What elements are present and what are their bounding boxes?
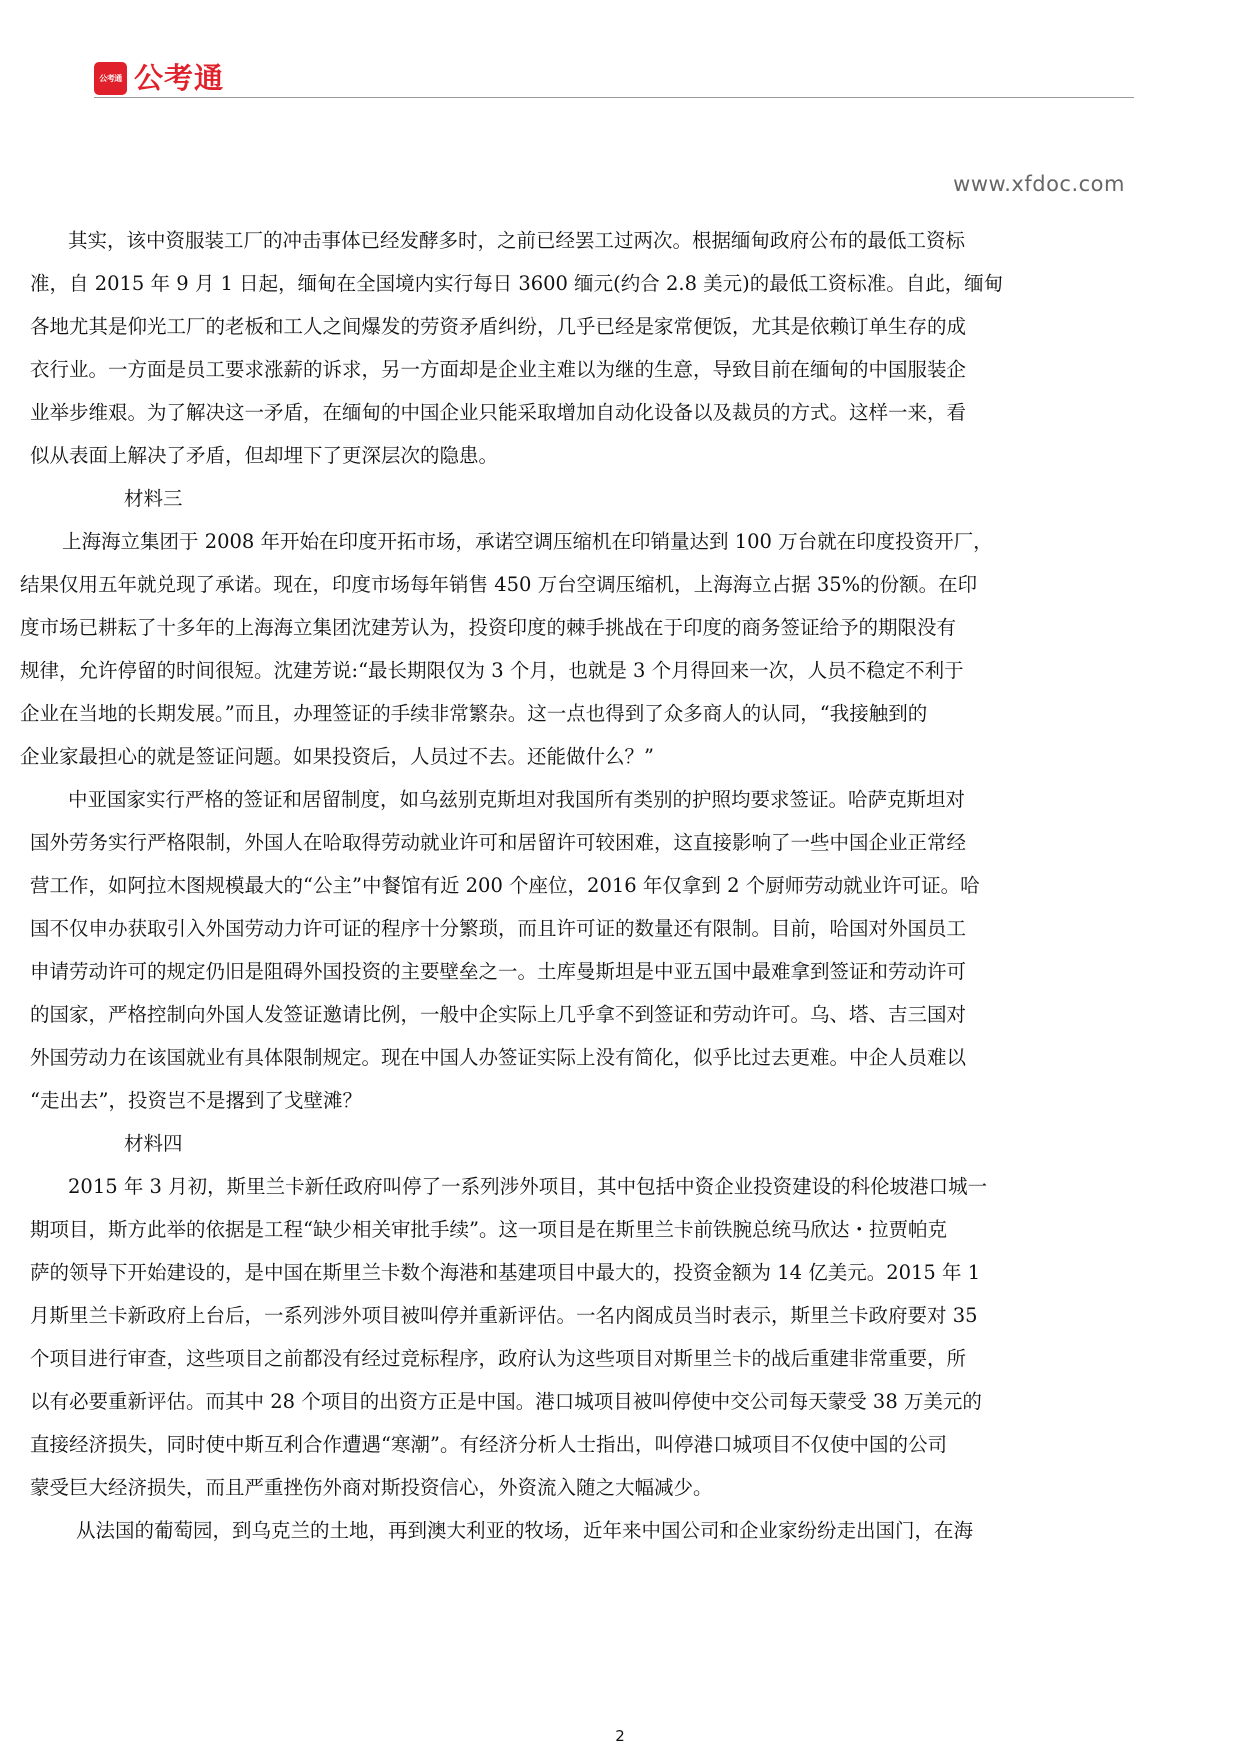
text-line: 2015 年 3 月初，斯里兰卡新任政府叫停了一系列涉外项目，其中包括中资企业投资建设的科伦坡港口城一 — [68, 1175, 988, 1198]
page-number: 2 — [615, 1727, 625, 1745]
text-line: 个项目进行审查，这些项目之前都没有经过竞标程序，政府认为这些项目对斯里兰卡的战后重建非常重要，所 — [30, 1347, 967, 1370]
text-line: 萨的领导下开始建设的，是中国在斯里兰卡数个海港和基建项目中最大的，投资金额为 14 亿美元。2015 年 1 — [30, 1261, 981, 1284]
section-heading: 材料三 — [124, 487, 183, 510]
text-line: 规律，允许停留的时间很短。沈建芳说:“最长期限仅为 3 个月，也就是 3 个月得回来一次，人员不稳定不利于 — [20, 659, 964, 682]
text-line: 从法国的葡萄园，到乌克兰的土地，再到澳大利亚的牧场，近年来中国公司和企业家纷纷走出国门，在海 — [76, 1519, 974, 1542]
text-line: 月斯里兰卡新政府上台后，一系列涉外项目被叫停并重新评估。一名内阁成员当时表示，斯里兰卡政府要对 35 — [30, 1304, 978, 1327]
text-line: 企业家最担心的就是签证问题。如果投资后，人员过不去。还能做什么？” — [20, 745, 654, 768]
text-line: 似从表面上解决了矛盾，但却埋下了更深层次的隐患。 — [30, 444, 499, 467]
text-line: 各地尤其是仰光工厂的老板和工人之间爆发的劳资矛盾纠纷，几乎已经是家常便饭，尤其是依赖订单生存的成 — [30, 315, 967, 338]
text-line: 度市场已耕耘了十多年的上海海立集团沈建芳认为，投资印度的棘手挑战在于印度的商务签证给予的期限没有 — [20, 616, 957, 639]
text-line: 国外劳务实行严格限制，外国人在哈取得劳动就业许可和居留许可较困难，这直接影响了一些中国企业正常经 — [30, 831, 967, 854]
text-line: 申请劳动许可的规定仍旧是阻碍外国投资的主要壁垒之一。土库曼斯坦是中亚五国中最难拿到签证和劳动许可 — [30, 960, 967, 983]
text-line: 直接经济损失，同时使中斯互利合作遭遇“寒潮”。有经济分析人士指出，叫停港口城项目不仅使中国的公司 — [30, 1433, 947, 1456]
text-line: 中亚国家实行严格的签证和居留制度，如乌兹别克斯坦对我国所有类别的护照均要求签证。哈萨克斯坦对 — [68, 788, 966, 811]
logo-badge — [94, 62, 127, 95]
text-line: 准，自 2015 年 9 月 1 日起，缅甸在全国境内实行每日 3600 缅元(约合 2.8 美元)的最低工资标准。自此，缅甸 — [30, 272, 1004, 295]
text-line: 期项目，斯方此举的依据是工程“缺少相关审批手续”。这一项目是在斯里兰卡前铁腕总统马欣达・拉贾帕克 — [30, 1218, 947, 1241]
section-heading: 材料四 — [124, 1132, 183, 1155]
text-line: 国不仅申办获取引入外国劳动力许可证的程序十分繁琐，而且许可证的数量还有限制。目前，哈国对外国员工 — [30, 917, 967, 940]
header-divider — [94, 97, 1134, 98]
text-line: 外国劳动力在该国就业有具体限制规定。现在中国人办签证实际上没有简化，似乎比过去更难。中企人员难以 — [30, 1046, 967, 1069]
text-line: 营工作，如阿拉木图规模最大的“公主”中餐馆有近 200 个座位，2016 年仅拿到 2 个厨师劳动就业许可证。哈 — [30, 874, 980, 897]
text-line: 蒙受巨大经济损失，而且严重挫伤外商对斯投资信心，外资流入随之大幅减少。 — [30, 1476, 713, 1499]
text-line: 业举步维艰。为了解决这一矛盾，在缅甸的中国企业只能采取增加自动化设备以及裁员的方式。这样一来，看 — [30, 401, 967, 424]
text-line: 的国家，严格控制向外国人发签证邀请比例，一般中企实际上几乎拿不到签证和劳动许可。乌、塔、吉三国对 — [30, 1003, 967, 1026]
text-line: “走出去”，投资岂不是撂到了戈壁滩？ — [30, 1089, 362, 1112]
text-line: 企业在当地的长期发展。”而且，办理签证的手续非常繁杂。这一点也得到了众多商人的认同，“我接触到的 — [20, 702, 928, 725]
text-line: 以有必要重新评估。而其中 28 个项目的出资方正是中国。港口城项目被叫停使中交公司每天蒙受 38 万美元的 — [30, 1390, 982, 1413]
site-url: www.xfdoc.com — [953, 172, 1125, 196]
logo-text: 公考通 — [134, 61, 225, 95]
logo-badge-text: 公考通 — [99, 74, 122, 83]
text-line: 结果仅用五年就兑现了承诺。现在，印度市场每年销售 450 万台空调压缩机，上海海立占据 35%的份额。在印 — [20, 573, 978, 596]
text-line: 衣行业。一方面是员工要求涨薪的诉求，另一方面却是企业主难以为继的生意，导致目前在缅甸的中国服装企 — [30, 358, 967, 381]
text-line: 其实，该中资服装工厂的冲击事体已经发酵多时，之前已经罢工过两次。根据缅甸政府公布的最低工资标 — [68, 229, 966, 252]
header — [94, 58, 1134, 100]
text-line: 上海海立集团于 2008 年开始在印度开拓市场，承诺空调压缩机在印销量达到 100 万台就在印度投资开厂， — [62, 530, 993, 553]
